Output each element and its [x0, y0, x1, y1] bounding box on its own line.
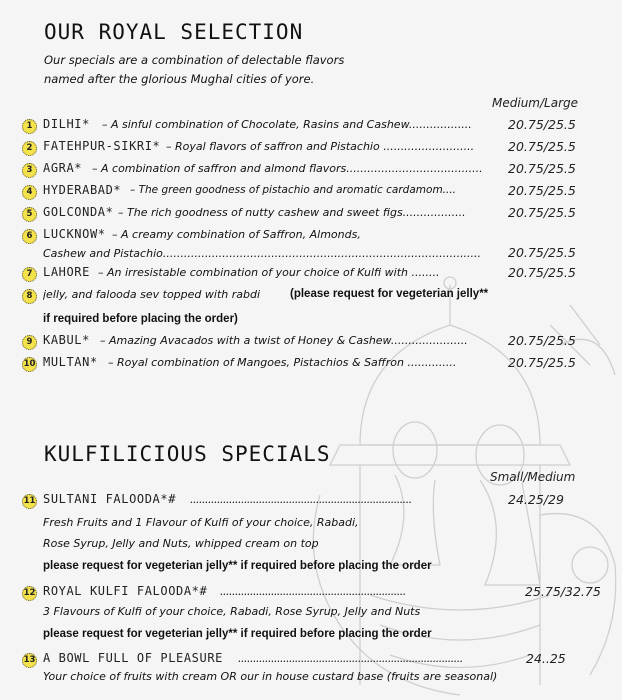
menu-item: [22, 139, 582, 159]
menu-item: [22, 287, 582, 307]
item-description: – Royal combination of Mangoes, Pistachios & Saffron ..............: [108, 356, 457, 369]
item-price: 20.75/25.5: [508, 117, 576, 132]
item-name: AGRA*: [43, 161, 83, 175]
menu-item: [22, 584, 601, 604]
menu-item: [22, 183, 582, 203]
item-price: 24.25/29: [508, 492, 564, 507]
menu-item: [22, 227, 582, 247]
item-number-badge: 7: [22, 267, 37, 282]
item-name: LUCKNOW*: [43, 227, 106, 241]
item-leader-dots: ..............................................................: [220, 585, 406, 598]
item-description: – A creamy combination of Saffron, Almonds,: [112, 228, 361, 241]
menu-item: [22, 265, 582, 285]
item-price: 20.75/25.5: [508, 245, 576, 260]
menu-item: [22, 205, 582, 225]
item-number-badge: 2: [22, 141, 37, 156]
item-description: – The rich goodness of nutty cashew and sweet figs..................: [118, 206, 466, 219]
item-name: MULTAN*: [43, 355, 98, 369]
vegetarian-jelly-note-line-2: if required before placing the order): [43, 313, 238, 325]
menu-item: [22, 492, 582, 512]
item-name: A BOWL FULL OF PLEASURE: [43, 651, 223, 665]
vegetarian-jelly-note: please request for vegeterian jelly** if required before placing the order: [43, 560, 432, 572]
menu-item: [22, 651, 582, 671]
menu-item: [22, 333, 582, 353]
item-price: 20.75/25.5: [508, 205, 576, 220]
item-description: – An irresistable combination of your choice of Kulfi with ........: [98, 266, 440, 279]
item-price: 20.75/25.5: [508, 183, 576, 198]
royal-column-header: Medium/Large: [492, 96, 578, 110]
item-number-badge: 10: [22, 357, 37, 372]
item-price: 20.75/25.5: [508, 161, 576, 176]
item-number-badge: 8: [22, 289, 37, 304]
item-number-badge: 11: [22, 494, 37, 509]
item-number-badge: 12: [22, 586, 37, 601]
item-price: 20.75/25.5: [508, 139, 576, 154]
kulfi-column-header: Small/Medium: [490, 470, 576, 484]
item-price: 20.75/25.5: [508, 265, 576, 280]
kulfi-section-title: KULFILICIOUS SPECIALS: [44, 442, 331, 466]
item-price: 20.75/25.5: [508, 333, 576, 348]
item-description: – Amazing Avacados with a twist of Honey & Cashew......................: [100, 334, 468, 347]
item-name: DILHI*: [43, 117, 90, 131]
royal-section-title: OUR ROYAL SELECTION: [44, 20, 304, 44]
vegetarian-jelly-note: (please request for vegeterian jelly**: [290, 288, 489, 300]
item-number-badge: 1: [22, 119, 37, 134]
item-number-badge: 4: [22, 185, 37, 200]
item-description: Fresh Fruits and 1 Flavour of Kulfi of your choice, Rabadi,: [43, 516, 359, 529]
item-leader-dots: ..........................................................................: [190, 493, 412, 506]
item-number-badge: 9: [22, 335, 37, 350]
menu-item-continued: [22, 246, 582, 266]
item-name: ROYAL KULFI FALOODA*#: [43, 584, 208, 598]
item-description: – A combination of saffron and almond flavors.......................................: [92, 162, 483, 175]
item-price: 25.75/32.75: [525, 584, 601, 599]
item-number-badge: 6: [22, 229, 37, 244]
vegetarian-jelly-note: please request for vegeterian jelly** if required before placing the order: [43, 628, 432, 640]
item-name: KABUL*: [43, 333, 90, 347]
item-number-badge: 3: [22, 163, 37, 178]
item-name: HYDERABAD*: [43, 183, 122, 197]
menu-item: [22, 355, 582, 375]
item-name: SULTANI FALOODA*#: [43, 492, 177, 506]
item-description: Your choice of fruits with cream OR our in house custard base (fruits are seasonal): [43, 670, 498, 683]
item-price: 20.75/25.5: [508, 355, 576, 370]
item-description: jelly, and falooda sev topped with rabdi: [43, 288, 261, 301]
item-name: FATEHPUR-SIKRI*: [43, 139, 161, 153]
item-name: LAHORE: [43, 265, 90, 279]
menu-item: [22, 161, 582, 181]
item-number-badge: 5: [22, 207, 37, 222]
item-description-line-2: Cashew and Pistachio...........................................................................................: [43, 247, 482, 260]
item-description: – Royal flavors of saffron and Pistachio ..........................: [166, 140, 475, 153]
item-number-badge: 13: [22, 653, 37, 668]
item-name: GOLCONDA*: [43, 205, 114, 219]
item-leader-dots: ...........................................................................: [238, 652, 463, 665]
item-description: – A sinful combination of Chocolate, Rasins and Cashew..................: [102, 118, 472, 131]
menu-item: [22, 117, 582, 137]
royal-intro-line-1: Our specials are a combination of delectable flavors: [44, 53, 345, 67]
royal-intro-line-2: named after the glorious Mughal cities of yore.: [44, 72, 315, 86]
item-description: – The green goodness of pistachio and aromatic cardamom....: [130, 184, 457, 196]
item-price: 24..25: [526, 651, 566, 666]
item-description: 3 Flavours of Kulfi of your choice, Rabadi, Rose Syrup, Jelly and Nuts: [43, 605, 421, 618]
item-description-line-2: Rose Syrup, Jelly and Nuts, whipped cream on top: [43, 537, 319, 550]
